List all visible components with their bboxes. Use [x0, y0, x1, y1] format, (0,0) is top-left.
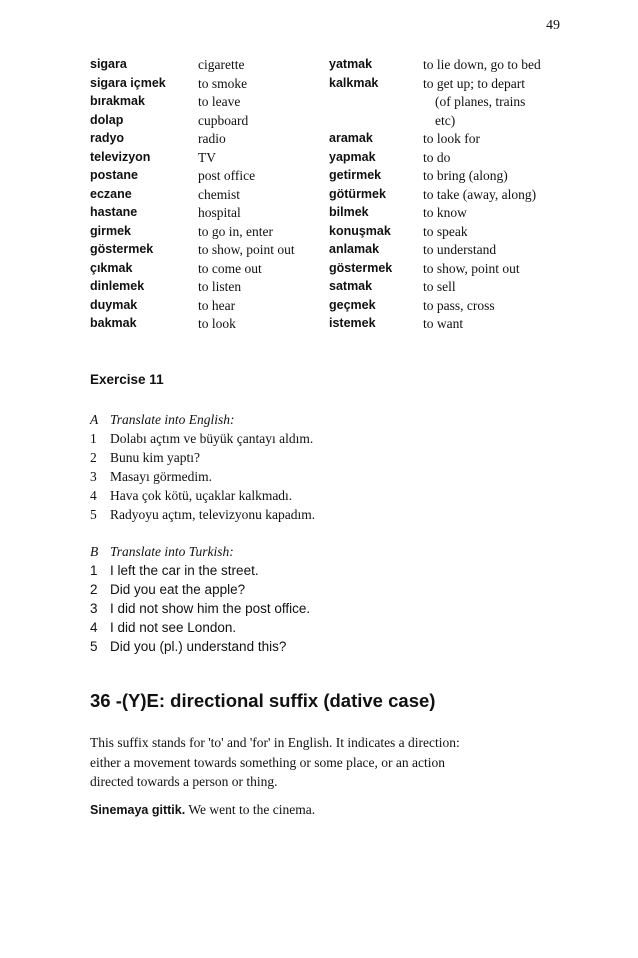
exercise-item	[90, 620, 550, 639]
paragraph-line: either a movement towards something or some place, or an action	[90, 754, 446, 770]
turkish-word: getirmek	[329, 168, 382, 182]
page-number: 49	[546, 18, 560, 33]
exercise-item	[90, 507, 550, 526]
english-meaning: TV	[198, 149, 216, 165]
section-b-heading	[90, 544, 234, 560]
example-sentence	[90, 802, 315, 818]
english-meaning: to smoke	[198, 75, 248, 91]
item-text: Hava çok kötü, uçaklar kalkmadı.	[110, 488, 293, 503]
item-text: I did not see London.	[110, 620, 237, 635]
turkish-word: sigara içmek	[90, 75, 166, 90]
body-paragraph	[90, 733, 560, 792]
vocab-row	[90, 261, 560, 280]
item-text: I did not show him the post office.	[110, 601, 311, 616]
item-number: 5	[90, 507, 97, 522]
item-text: Did you eat the apple?	[110, 582, 246, 597]
english-meaning: to listen	[198, 279, 242, 294]
english-meaning: to hear	[198, 297, 236, 313]
vocab-row	[90, 131, 560, 150]
vocab-row	[90, 94, 560, 113]
vocab-row	[90, 279, 560, 298]
english-meaning: to know	[423, 205, 467, 220]
english-meaning: (of planes, trains	[435, 94, 526, 109]
english-meaning: hospital	[198, 205, 241, 220]
english-meaning: to speak	[423, 223, 468, 239]
turkish-word: radyo	[90, 131, 125, 145]
vocab-row	[90, 298, 560, 317]
english-meaning: to pass, cross	[423, 297, 495, 313]
exercise-item	[90, 582, 550, 601]
turkish-word: postane	[90, 168, 138, 182]
vocab-row	[90, 150, 560, 169]
item-text: Bunu kim yaptı?	[110, 450, 200, 465]
exercise-item	[90, 450, 550, 469]
turkish-word: sigara	[90, 57, 127, 71]
english-meaning: to look for	[423, 131, 480, 146]
english-meaning: to get up; to depart	[423, 75, 525, 91]
english-meaning: to show, point out	[423, 260, 520, 276]
turkish-word: yatmak	[329, 57, 373, 71]
paragraph-line: This suffix stands for 'to' and 'for' in English. It indicates a direction:	[90, 735, 460, 750]
english-meaning: to lie down, go to bed	[423, 57, 541, 72]
vocab-row	[90, 76, 560, 95]
vocab-row	[90, 113, 560, 132]
exercise-item	[90, 563, 550, 582]
item-text: Masayı görmedim.	[110, 469, 212, 484]
section-heading: 36 -(Y)E: directional suffix (dative case)	[90, 690, 436, 711]
english-meaning: etc)	[435, 112, 456, 128]
english-meaning: to leave	[198, 94, 241, 109]
section-letter: A	[90, 412, 99, 427]
vocab-row	[90, 205, 560, 224]
turkish-word: yapmak	[329, 149, 376, 164]
english-meaning: cigarette	[198, 57, 245, 72]
example-english: We went to the cinema.	[188, 802, 316, 817]
item-number: 5	[90, 639, 98, 654]
item-text: Radyoyu açtım, televizyonu kapadım.	[110, 507, 316, 522]
section-instruction: Translate into Turkish:	[110, 544, 234, 559]
english-meaning: to show, point out	[198, 242, 295, 257]
vocab-row	[90, 168, 560, 187]
vocabulary-list	[90, 57, 560, 335]
vocab-row	[90, 187, 560, 206]
section-a-list	[90, 431, 550, 526]
english-meaning: to look	[198, 316, 236, 331]
english-meaning: radio	[198, 131, 226, 146]
vocab-row	[90, 57, 560, 76]
english-meaning: chemist	[198, 186, 240, 202]
turkish-word: eczane	[90, 186, 132, 201]
turkish-word: duymak	[90, 297, 138, 312]
turkish-word: bırakmak	[90, 94, 145, 108]
english-meaning: to take (away, along)	[423, 186, 537, 202]
english-meaning: to go in, enter	[198, 223, 273, 239]
vocab-row	[90, 242, 560, 261]
turkish-word: aramak	[329, 131, 373, 145]
turkish-word: satmak	[329, 279, 373, 293]
item-text: I left the car in the street.	[110, 563, 259, 578]
exercise-item	[90, 488, 550, 507]
turkish-word: hastane	[90, 205, 138, 219]
exercise-item	[90, 639, 550, 658]
turkish-word: götürmek	[329, 186, 386, 201]
item-text: Did you (pl.) understand this?	[110, 639, 287, 654]
item-number: 4	[90, 488, 97, 503]
item-number: 4	[90, 620, 98, 635]
item-number: 2	[90, 450, 97, 465]
turkish-word: kalkmak	[329, 75, 379, 90]
turkish-word: girmek	[90, 223, 131, 238]
turkish-word: göstermek	[90, 242, 154, 256]
english-meaning: cupboard	[198, 112, 249, 128]
vocab-row	[90, 316, 560, 335]
turkish-word: istemek	[329, 316, 376, 330]
paragraph-line: directed towards a person or thing.	[90, 774, 278, 789]
section-a-heading	[90, 412, 235, 428]
item-number: 2	[90, 582, 98, 597]
section-instruction: Translate into English:	[110, 412, 235, 427]
example-turkish: Sinemaya gittik.	[90, 803, 186, 817]
english-meaning: to sell	[423, 279, 456, 294]
turkish-word: göstermek	[329, 260, 393, 275]
turkish-word: geçmek	[329, 297, 376, 312]
turkish-word: bakmak	[90, 316, 137, 330]
turkish-word: dinlemek	[90, 279, 145, 293]
english-meaning: to understand	[423, 242, 497, 257]
english-meaning: to do	[423, 149, 451, 165]
item-number: 3	[90, 601, 98, 616]
item-number: 1	[90, 563, 98, 578]
item-number: 3	[90, 469, 97, 484]
english-meaning: to come out	[198, 260, 262, 276]
turkish-word: televizyon	[90, 149, 151, 164]
english-meaning: to want	[423, 316, 464, 331]
item-number: 1	[90, 431, 97, 446]
english-meaning: to bring (along)	[423, 168, 508, 183]
item-text: Dolabı açtım ve büyük çantayı aldım.	[110, 431, 314, 446]
turkish-word: anlamak	[329, 242, 380, 256]
exercise-title: Exercise 11	[90, 372, 164, 387]
turkish-word: dolap	[90, 112, 124, 127]
exercise-item	[90, 431, 550, 450]
turkish-word: çıkmak	[90, 260, 133, 275]
turkish-word: konuşmak	[329, 223, 391, 238]
turkish-word: bilmek	[329, 205, 369, 219]
exercise-item	[90, 601, 550, 620]
english-meaning: post office	[198, 168, 256, 183]
exercise-item	[90, 469, 550, 488]
section-letter: B	[90, 544, 99, 559]
section-b-list	[90, 563, 550, 658]
vocab-row	[90, 224, 560, 243]
